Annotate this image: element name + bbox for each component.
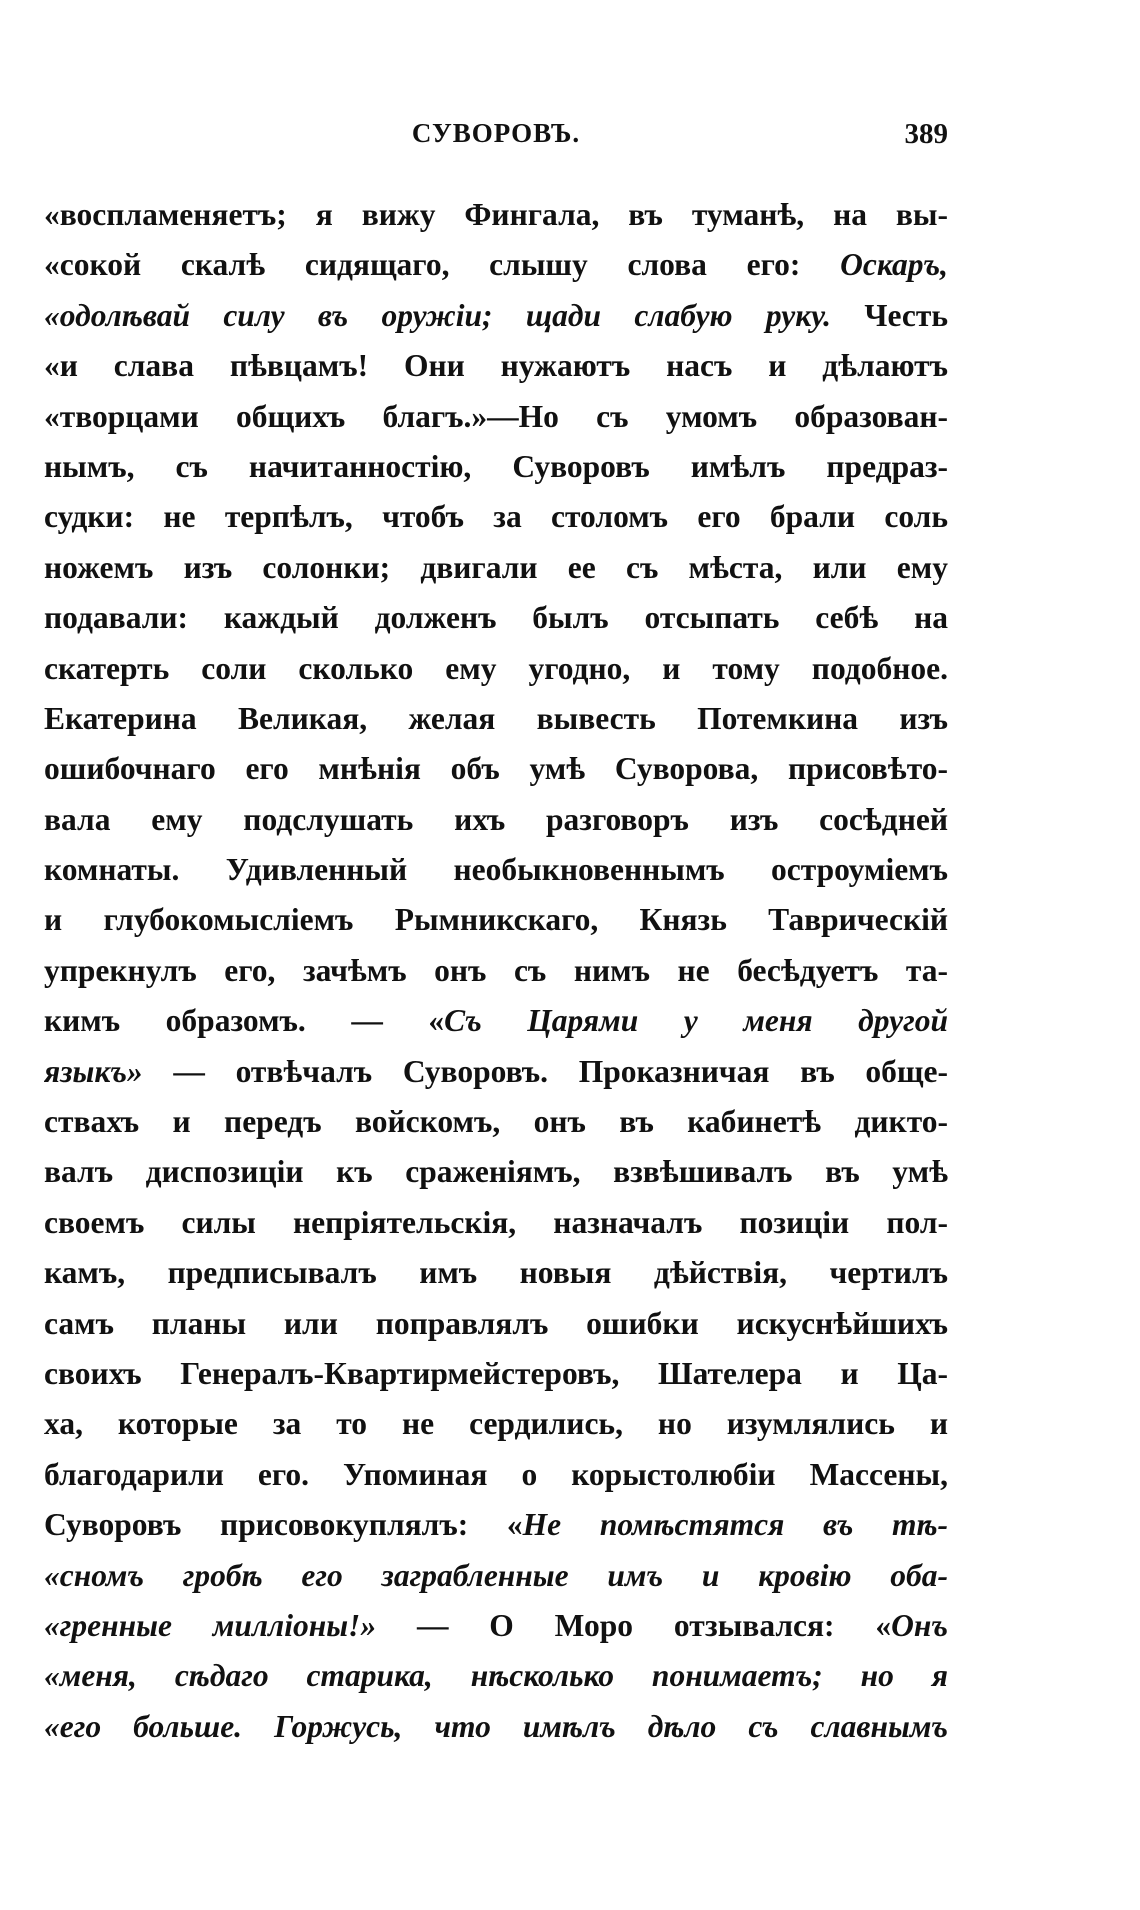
text-segment: нымъ, съ начитанностію, Суворовъ имѣлъ предраз- xyxy=(44,448,948,484)
text-segment: кимъ образомъ. — « xyxy=(44,1003,445,1039)
text-line xyxy=(44,845,948,895)
text-line xyxy=(44,694,948,744)
text-line xyxy=(44,1248,948,1298)
text-segment: Не помѣстятся въ тѣ- xyxy=(522,1507,948,1543)
text-segment: Онъ xyxy=(891,1607,948,1643)
text-segment: своихъ Генералъ-Квартирмейстеровъ, Шателера и Ца- xyxy=(44,1355,948,1391)
text-line xyxy=(44,895,948,945)
text-segment: «гренные милліоны!» xyxy=(44,1607,377,1643)
text-line xyxy=(44,795,948,845)
text-line xyxy=(44,291,948,341)
body-text xyxy=(44,190,948,1752)
text-line xyxy=(44,996,948,1046)
text-segment: Съ Царями у меня другой xyxy=(444,1003,948,1039)
text-segment: языкъ» xyxy=(44,1053,143,1089)
text-line xyxy=(44,744,948,794)
text-line xyxy=(44,341,948,391)
text-segment: Екатерина Великая, желая вывесть Потемкина изъ xyxy=(44,700,948,736)
text-line xyxy=(44,593,948,643)
text-line xyxy=(44,1651,948,1701)
text-segment: «сномъ гробѣ его заграбленные имъ и кровію оба- xyxy=(44,1557,948,1593)
text-line xyxy=(44,1047,948,1097)
text-segment: валъ диспозиціи къ сраженіямъ, взвѣшивалъ въ умѣ xyxy=(44,1154,948,1190)
text-segment: и глубокомысліемъ Рымникскаго, Князь Таврическій xyxy=(44,902,948,938)
text-segment: ножемъ изъ солонки; двигали ее съ мѣста, или ему xyxy=(44,549,948,585)
text-line xyxy=(44,1551,948,1601)
text-line xyxy=(44,1702,948,1752)
text-segment: упрекнулъ его, зачѣмъ онъ съ нимъ не бесѣдуетъ та- xyxy=(44,952,948,988)
text-line xyxy=(44,543,948,593)
text-segment: Суворовъ присовокуплялъ: « xyxy=(44,1507,523,1543)
page-header xyxy=(44,118,948,162)
text-segment: «воспламеняетъ; я вижу Фингала, въ туманѣ, на вы- xyxy=(44,197,948,232)
text-line xyxy=(44,442,948,492)
text-line xyxy=(44,392,948,442)
text-line xyxy=(44,1198,948,1248)
text-line xyxy=(44,946,948,996)
text-line xyxy=(44,1299,948,1349)
text-segment: «творцами общихъ благъ.»—Но съ умомъ образован- xyxy=(44,398,948,434)
text-line xyxy=(44,240,948,290)
text-segment: «одолѣвай силу въ оружіи; щади слабую руку. xyxy=(44,297,832,333)
page-number: 389 xyxy=(904,118,948,150)
text-segment: камъ, предписывалъ имъ новыя дѣйствія, чертилъ xyxy=(44,1255,948,1291)
text-segment: судки: не терпѣлъ, чтобъ за столомъ его брали соль xyxy=(44,499,948,535)
text-segment: «и слава пѣвцамъ! Они нужаютъ насъ и дѣлаютъ xyxy=(44,348,948,384)
text-line xyxy=(44,1349,948,1399)
text-segment: благодарили его. Упоминая о корыстолюбіи Массены, xyxy=(44,1456,948,1492)
text-segment: — отвѣчалъ Суворовъ. Проказничая въ обще- xyxy=(142,1053,948,1089)
text-segment: вала ему подслушать ихъ разговоръ изъ сосѣдней xyxy=(44,801,948,837)
text-line xyxy=(44,1450,948,1500)
text-segment: самъ планы или поправлялъ ошибки искуснѣйшихъ xyxy=(44,1305,948,1341)
text-segment: «сокой скалѣ сидящаго, слышу слова его: xyxy=(44,247,841,283)
text-line xyxy=(44,644,948,694)
text-segment: ствахъ и передъ войскомъ, онъ въ кабинетѣ дикто- xyxy=(44,1104,948,1140)
text-segment: ха, которые за то не сердились, но изумлялись и xyxy=(44,1406,948,1442)
text-segment: скатерть соли сколько ему угодно, и тому подобное. xyxy=(44,650,948,686)
text-segment: «его больше. Горжусь, что имѣлъ дѣло съ славнымъ xyxy=(44,1708,948,1744)
text-segment: своемъ силы непріятельскія, назначалъ позиціи пол- xyxy=(44,1204,948,1240)
text-line xyxy=(44,492,948,542)
running-title: СУВОРОВЪ. xyxy=(411,118,581,148)
text-segment: ошибочнаго его мнѣнія объ умѣ Суворова, присовѣто- xyxy=(44,751,948,787)
text-line xyxy=(44,1399,948,1449)
text-segment: Оскаръ, xyxy=(840,247,948,283)
text-segment: Честь xyxy=(831,297,948,333)
text-line xyxy=(44,1601,948,1651)
text-line xyxy=(44,190,948,240)
text-segment: комнаты. Удивленный необыкновеннымъ остроуміемъ xyxy=(44,852,948,888)
text-line xyxy=(44,1500,948,1550)
text-line xyxy=(44,1097,948,1147)
text-segment: — О Моро отзывался: « xyxy=(376,1607,892,1643)
text-segment: подавали: каждый долженъ былъ отсыпать себѣ на xyxy=(44,600,948,636)
text-segment: «меня, сѣдаго старика, нѣсколько понимаетъ; но я xyxy=(44,1658,948,1694)
text-line xyxy=(44,1147,948,1197)
